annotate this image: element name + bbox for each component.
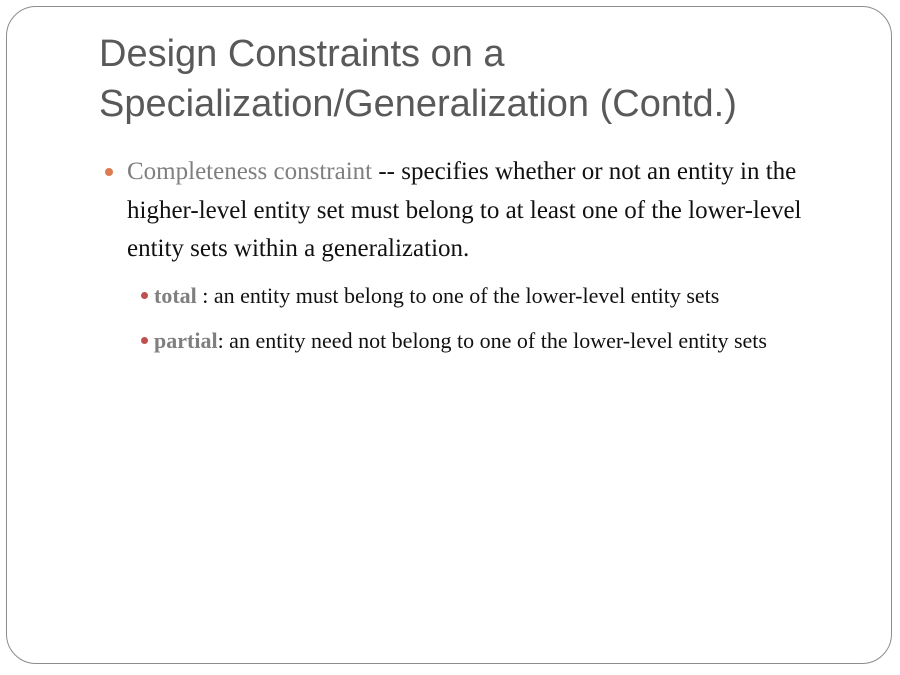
bullet-text: -- specifies whether or not an entity in the higher-level entity set must belong to at least one of the lower-level entity sets within a generalization. [127,158,802,262]
sub-bullet-term: total [154,282,197,308]
sub-bullet-total [99,278,859,314]
sub-bullet-dot-icon [141,337,148,344]
sub-bullet-partial [99,323,859,359]
sub-bullet-dot-icon [141,292,148,299]
slide-title: Design Constraints on a Specialization/Generalization (Contd.) [99,33,737,125]
slide-body [99,153,859,359]
bullet-completeness [99,153,859,269]
slide [6,6,892,664]
sub-bullet-text: : an entity must belong to one of the lower-level entity sets [196,282,720,308]
bullet-term: Completeness constraint [127,158,373,185]
sub-bullet-text: : an entity need not belong to one of the lower-level entity sets [217,327,767,353]
bullet-dot-icon [105,168,113,176]
sub-bullet-term: partial [154,327,218,353]
